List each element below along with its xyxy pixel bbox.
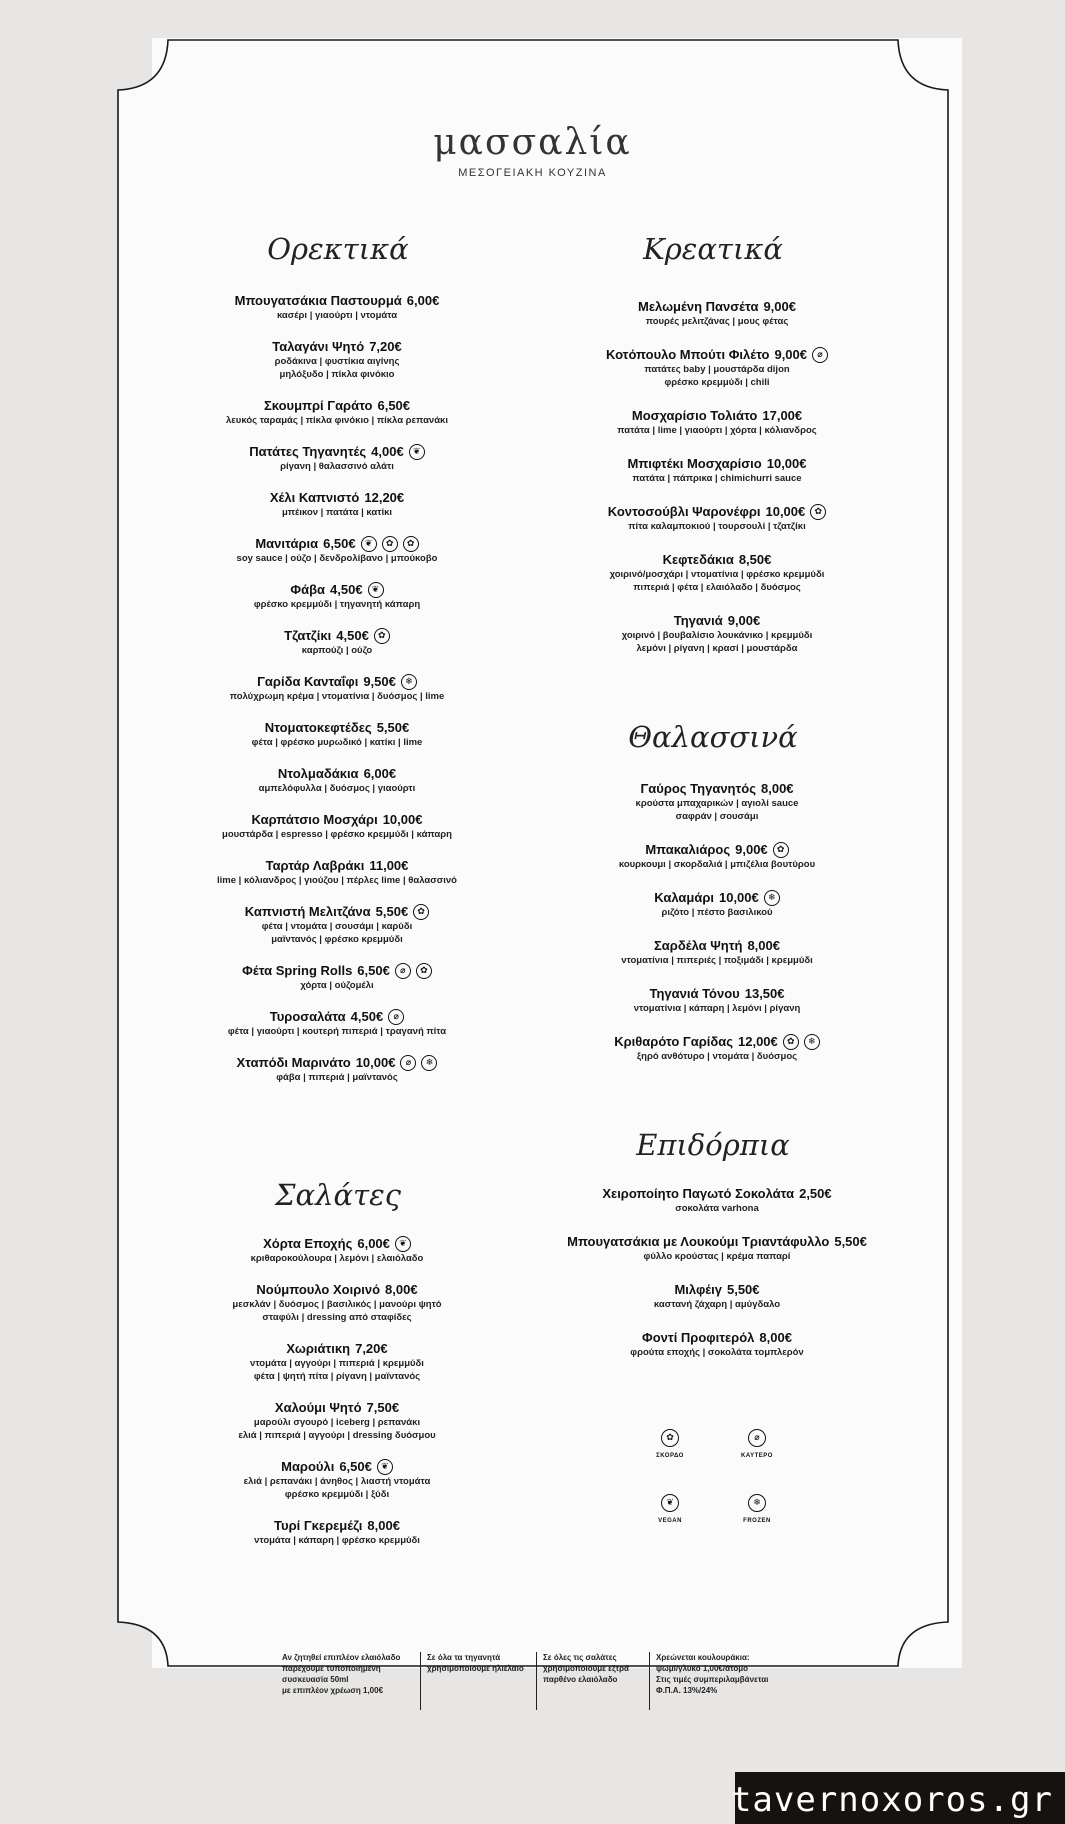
menu-item-description: μαρούλι σγουρό | iceberg | ρεπανάκι [253, 1417, 421, 1428]
menu-item-heading [157, 903, 517, 920]
menu-item-name: Καλαμάρι [654, 890, 714, 905]
section-title-seafood: Θαλασσινά [628, 720, 798, 754]
menu-item [157, 1281, 517, 1324]
menu-item-heading [157, 1517, 517, 1534]
menu-item-name: Καπνιστή Μελιτζάνα [244, 904, 371, 919]
menu-item-name: Μπουγατσάκια με Λουκούμι Τριαντάφυλλο [567, 1234, 830, 1249]
menu-item-name: Χέλι Καπνιστό [269, 490, 360, 505]
menu-item-name: Τζατζίκι [284, 628, 332, 643]
menu-item-name: Μπουγατσάκια Παστουρμά [234, 293, 402, 308]
chili-icon: ⌀ [812, 347, 828, 363]
menu-item-description: φέτα | γιαούρτι | κουτερή πιπεριά | τραγανή πίτα [227, 1026, 447, 1037]
footer-divider [420, 1652, 421, 1710]
menu-item-price: 10,00€ [718, 890, 759, 905]
menu-item-price: 9,00€ [727, 613, 761, 628]
garlic-icon: ✿ [783, 1034, 799, 1050]
menu-item-heading [157, 1054, 517, 1071]
menu-item-name: Χταπόδι Μαρινάτο [236, 1055, 351, 1070]
menu-item-description: σταφύλι | dressing από σταφίδες [262, 1312, 412, 1323]
menu-item [157, 581, 517, 611]
garlic-icon: ✿ [413, 904, 429, 920]
menu-item-price: 9,00€ [735, 842, 768, 857]
menu-item [537, 1281, 897, 1311]
menu-item [157, 962, 517, 992]
menu-item-heading [157, 1458, 517, 1475]
menu-item-price: 4,50€ [330, 582, 363, 597]
menu-item-description: κρούστα μπαχαρικών | αγιολί sauce [635, 798, 799, 809]
menu-item-heading [157, 489, 517, 506]
menu-item-price: 8,00€ [747, 938, 780, 953]
menu-item-name: Φέτα Spring Rolls [242, 963, 353, 978]
menu-item-name: Τυροσαλάτα [269, 1009, 346, 1024]
footer-note-charges: Χρεώνεται κουλουράκια: ψωμί/γλυκό 1,00€/άτομο Στις τιμές συμπεριλαμβάνεται Φ.Π.Α. 13%/24% [656, 1653, 769, 1695]
menu-item-description: φέτα | ντομάτα | σουσάμι | καρύδι [261, 921, 413, 932]
menu-item-heading [157, 719, 517, 736]
chili-icon: ⌀ [388, 1009, 404, 1025]
menu-item-price: 11,00€ [369, 858, 409, 873]
menu-item-description: φρέσκο κρεμμύδι | chili [664, 377, 770, 388]
legend-label: ΣΚΟΡΔΟ [656, 1452, 684, 1459]
menu-item-description: πατάτα | πάπρικα | chimichurri sauce [632, 473, 802, 484]
menu-item-price: 10,00€ [382, 812, 423, 827]
garlic-icon: ✿ [374, 628, 390, 644]
garlic-icon: ✿ [403, 536, 419, 552]
menu-item-description: ελιά | ρεπανάκι | άνηθος | λιαστή ντομάτα [243, 1476, 431, 1487]
menu-item-name: Σαρδέλα Ψητή [653, 938, 743, 953]
vegan-icon: ❦ [395, 1236, 411, 1252]
menu-item-name: Φάβα [290, 582, 326, 597]
menu-item-name: Τηγανιά [673, 613, 723, 628]
menu-item-description: ντομάτα | αγγούρι | πιπεριά | κρεμμύδι [250, 1358, 424, 1369]
menu-item-name: Χαλούμι Ψητό [274, 1400, 362, 1415]
menu-item-price: 17,00€ [762, 408, 803, 423]
menu-item-description: πιπεριά | φέτα | ελαιόλαδο | δυόσμος [633, 582, 801, 593]
frozen-icon: ❄ [764, 890, 780, 906]
menu-item-description: ριζότο | πέστο βασιλικού [661, 907, 773, 918]
menu-item-heading [157, 338, 517, 355]
menu-item-description: ελιά | πιπεριά | αγγούρι | dressing δυόσμου [238, 1430, 436, 1441]
menu-item-description: καστανή ζάχαρη | αμύγδαλο [653, 1299, 781, 1310]
menu-item-description: μουστάρδα | espresso | φρέσκο κρεμμύδι | κάπαρη [222, 829, 452, 840]
menu-item [537, 985, 897, 1015]
menu-item-name: Νούμπουλο Χοιρινό [256, 1282, 381, 1297]
menu-item-description: ντοματίνια | κάπαρη | λεμόνι | ρίγανη [633, 1003, 801, 1014]
menu-item-heading [537, 551, 897, 568]
menu-item-price: 12,20€ [364, 490, 405, 505]
menu-item-heading [537, 455, 897, 472]
menu-item [157, 719, 517, 749]
garlic-icon: ✿ [810, 504, 826, 520]
menu-item-description: ντοματίνια | πιπεριές | ποξιμάδι | κρεμμύδι [621, 955, 813, 966]
legend-item [727, 1492, 787, 1524]
menu-item-price: 6,50€ [377, 398, 411, 413]
menu-item-price: 8,50€ [738, 552, 772, 567]
vegan-icon: ❦ [409, 444, 425, 460]
menu-item-heading [537, 985, 897, 1002]
menu-item-name: Μαρούλι [281, 1459, 335, 1474]
menu-item-description: κουρκουμι | σκορδαλιά | μπιζέλια βουτύρου [618, 859, 816, 870]
section-title-desserts: Επιδόρπια [636, 1128, 790, 1162]
footer-divider [649, 1652, 650, 1710]
menu-item [537, 1185, 897, 1215]
menu-item-description: φέτα | ψητή πίτα | ρίγανη | μαϊντανός [253, 1371, 421, 1382]
menu-item-description: πατάτα | lime | γιαούρτι | χόρτα | κόλιανδρος [617, 425, 817, 436]
menu-item-heading [157, 673, 517, 690]
menu-item-name: Πατάτες Τηγανητές [249, 444, 367, 459]
menu-item-name: Ταλαγάνι Ψητό [272, 339, 365, 354]
menu-item-price: 6,50€ [357, 963, 390, 978]
menu-item [157, 811, 517, 841]
chili-icon: ⌀ [748, 1429, 766, 1447]
menu-item-heading [157, 811, 517, 828]
menu-item [537, 1233, 897, 1263]
menu-item [157, 489, 517, 519]
menu-item-name: Κριθαρότο Γαρίδας [614, 1034, 733, 1049]
menu-item-price: 7,20€ [369, 339, 402, 354]
menu-item-price: 8,00€ [761, 781, 794, 796]
menu-item-heading [157, 397, 517, 414]
menu-item-heading [157, 962, 517, 979]
menu-item-description: πίτα καλαμποκιού | τουρσουλί | τζατζίκι [628, 521, 806, 532]
menu-item-name: Φοντί Προφιτερόλ [642, 1330, 755, 1345]
menu-item-name: Χόρτα Εποχής [263, 1236, 353, 1251]
menu-item-price: 10,00€ [355, 1055, 396, 1070]
menu-item-description: ρίγανη | θαλασσινό αλάτι [280, 461, 394, 472]
menu-item-heading [537, 407, 897, 424]
menu-item-description: soy sauce | ούζο | δενδρολίβανο | μπούκοβο [236, 553, 438, 564]
menu-item-heading [537, 841, 897, 858]
section-title-salads: Σαλάτες [275, 1178, 401, 1212]
vegan-icon: ❦ [377, 1459, 393, 1475]
menu-item-name: Μελωμένη Πανσέτα [638, 299, 759, 314]
menu-item-description: lime | κόλιανδρος | γιούζου | πέρλες lime | θαλασσινό [217, 875, 457, 886]
menu-item [157, 765, 517, 795]
menu-item-price: 2,50€ [799, 1186, 832, 1201]
menu-item-price: 13,50€ [744, 986, 785, 1001]
menu-item-price: 9,50€ [363, 674, 396, 689]
menu-item-name: Κεφτεδάκια [662, 552, 734, 567]
menu-item [157, 535, 517, 565]
vegan-icon: ❦ [361, 536, 377, 552]
menu-item [157, 1340, 517, 1383]
vegan-icon: ❦ [368, 582, 384, 598]
menu-item-price: 5,50€ [376, 720, 410, 735]
menu-item-name: Ντοματοκεφτέδες [264, 720, 372, 735]
menu-item [157, 1235, 517, 1265]
menu-item-name: Μανιτάρια [255, 536, 319, 551]
menu-item-description: λευκός ταραμάς | πίκλα φινόκιο | πίκλα ρεπανάκι [226, 415, 448, 426]
menu-item-heading [537, 780, 897, 797]
menu-item-heading [537, 1233, 897, 1250]
menu-item-description: κριθαροκούλουρα | λεμόνι | ελαιόλαδο [250, 1253, 424, 1264]
menu-item-price: 8,00€ [367, 1518, 400, 1533]
footer-note-salads: Σε όλες τις σαλάτες χρησιμοποιούμε εξτρά παρθένο ελαιόλαδο [543, 1653, 629, 1684]
menu-item [157, 1008, 517, 1038]
menu-item-name: Μιλφέιγ [674, 1282, 722, 1297]
menu-item-price: 12,00€ [738, 1034, 778, 1049]
menu-item-price: 6,00€ [406, 293, 440, 308]
menu-item-price: 10,00€ [766, 456, 807, 471]
menu-item-description: φρέσκο κρεμμύδι | ξύδι [284, 1489, 390, 1500]
menu-item-description: ντομάτα | κάπαρη | φρέσκο κρεμμύδι [254, 1535, 420, 1546]
menu-item-name: Γαύρος Τηγανητός [640, 781, 756, 796]
menu-item-price: 4,50€ [350, 1009, 384, 1024]
menu-item [157, 1399, 517, 1442]
section-title-appetizers: Ορεκτικά [267, 232, 409, 266]
menu-item-price: 8,00€ [385, 1282, 418, 1297]
menu-item-price: 4,50€ [336, 628, 369, 643]
menu-item [157, 1054, 517, 1084]
frozen-icon: ❄ [421, 1055, 437, 1071]
menu-item-price: 5,50€ [726, 1282, 760, 1297]
menu-item-heading [537, 889, 897, 906]
menu-item-description: ξηρό ανθότυρο | ντομάτα | δυόσμος [636, 1051, 798, 1062]
menu-item-description: μεσκλάν | δυόσμος | βασιλικός | μανούρι ψητό [232, 1299, 442, 1310]
menu-item [537, 346, 897, 389]
menu-item-description: πουρές μελιτζάνας | μους φέτας [645, 316, 789, 327]
menu-item [537, 407, 897, 437]
menu-item [537, 889, 897, 919]
menu-item-heading [537, 298, 897, 315]
menu-item-description: μηλόξυδο | πίκλα φινόκιο [279, 369, 395, 380]
menu-item-heading [157, 1281, 517, 1298]
menu-item [537, 503, 897, 533]
menu-item-description: κασέρι | γιαούρτι | ντομάτα [276, 310, 398, 321]
menu-item-price: 6,50€ [339, 1459, 372, 1474]
menu-item [157, 292, 517, 322]
menu-item [537, 1033, 897, 1063]
menu-item-heading [157, 1340, 517, 1357]
menu-item-price: 6,50€ [323, 536, 356, 551]
chili-icon: ⌀ [400, 1055, 416, 1071]
menu-item-description: ροδάκινα | φυστίκια αιγίνης [274, 356, 400, 367]
menu-item [157, 673, 517, 703]
menu-item-heading [157, 535, 517, 552]
chili-icon: ⌀ [395, 963, 411, 979]
menu-item-description: χοιρινό | βουβαλίσιο λουκάνικο | κρεμμύδι [621, 630, 813, 641]
garlic-icon: ✿ [416, 963, 432, 979]
garlic-icon: ✿ [661, 1429, 679, 1447]
legend-item [640, 1492, 700, 1524]
legend-item [640, 1427, 700, 1459]
menu-item-price: 6,00€ [357, 1236, 390, 1251]
menu-item [537, 780, 897, 823]
menu-item-description: φρέσκο κρεμμύδι | τηγανητή κάπαρη [253, 599, 421, 610]
menu-item-description: αμπελόφυλλα | δυόσμος | γιαούρτι [258, 783, 416, 794]
menu-item [537, 612, 897, 655]
menu-item [537, 937, 897, 967]
menu-item-heading [157, 1008, 517, 1025]
menu-item [537, 455, 897, 485]
menu-item-heading [537, 1185, 897, 1202]
menu-item-heading [537, 1329, 897, 1346]
menu-item [157, 857, 517, 887]
menu-item [157, 1517, 517, 1547]
menu-item-heading [537, 346, 897, 363]
menu-item [157, 1458, 517, 1501]
garlic-icon: ✿ [773, 842, 789, 858]
menu-item-price: 5,50€ [375, 904, 409, 919]
menu-item-price: 8,00€ [759, 1330, 792, 1345]
menu-item-name: Ταρτάρ Λαβράκι [265, 858, 365, 873]
brand-subtitle: ΜΕΣΟΓΕΙΑΚΗ ΚΟΥΖΙΝΑ [458, 167, 607, 179]
menu-item-description: φέτα | φρέσκο μυρωδικό | κατίκι | lime [251, 737, 423, 748]
watermark-text: tavernoxoros.gr [730, 1780, 1053, 1820]
menu-item-name: Μπιφτέκι Μοσχαρίσιο [627, 456, 762, 471]
menu-item-heading [157, 857, 517, 874]
menu-item-name: Κοτόπουλο Μπούτι Φιλέτο [605, 347, 770, 362]
legend-label: VEGAN [658, 1517, 682, 1524]
menu-item-price: 7,20€ [355, 1341, 388, 1356]
menu-item-price: 10,00€ [765, 504, 806, 519]
menu-item [157, 903, 517, 946]
menu-item-description: φύλλο κρούστας | κρέμα παπαρί [643, 1251, 791, 1262]
menu-item-heading [157, 1399, 517, 1416]
menu-item-description: πατάτες baby | μουστάρδα dijon [644, 364, 790, 375]
menu-item-heading [537, 612, 897, 629]
frozen-icon: ❄ [804, 1034, 820, 1050]
menu-item-price: 9,00€ [763, 299, 796, 314]
garlic-icon: ✿ [382, 536, 398, 552]
menu-item-price: 5,50€ [834, 1234, 867, 1249]
menu-item-name: Κοντοσούβλι Ψαρονέφρι [607, 504, 761, 519]
brand-logo: μασσαλία [433, 122, 632, 163]
menu-item-heading [537, 1281, 897, 1298]
menu-item-heading [537, 503, 897, 520]
vegan-icon: ❦ [661, 1494, 679, 1512]
menu-item-heading [157, 627, 517, 644]
frozen-icon: ❄ [748, 1494, 766, 1512]
menu-item-name: Χωριάτικη [286, 1341, 351, 1356]
footer-note-fried: Σε όλα τα τηγανητά χρησιμοποιούμε ηλιέλαιο [427, 1653, 524, 1673]
menu-item-description: καρπούζι | ούζο [301, 645, 373, 656]
menu-item [537, 298, 897, 328]
menu-item-name: Σκουμπρί Γαράτο [263, 398, 373, 413]
menu-item-description: φρούτα εποχής | σοκολάτα τομπλερόν [630, 1347, 804, 1358]
menu-item-price: 6,00€ [363, 766, 397, 781]
menu-item-price: 7,50€ [366, 1400, 400, 1415]
menu-item [537, 1329, 897, 1359]
menu-item-name: Μπακαλιάρος [645, 842, 731, 857]
menu-item-description: χοιρινό/μοσχάρι | ντοματίνια | φρέσκο κρεμμύδι [609, 569, 825, 580]
footer-note-olive-oil: Αν ζητηθεί επιπλέον ελαιόλαδο παρέχουμε τυποποιημένη συσκευασία 50ml με επιπλέον χρέωση 1,00€ [282, 1653, 401, 1695]
menu-item [537, 841, 897, 871]
menu-item-name: Τυρί Γκερεμέζι [274, 1518, 363, 1533]
menu-item-heading [157, 292, 517, 309]
menu-item-description: πολύχρωμη κρέμα | ντοματίνια | δυόσμος | lime [229, 691, 445, 702]
frozen-icon: ❄ [401, 674, 417, 690]
menu-item-name: Χειροποίητο Παγωτό Σοκολάτα [602, 1186, 795, 1201]
section-title-meats: Κρεατικά [643, 232, 783, 266]
menu-item-name: Καρπάτσιο Μοσχάρι [251, 812, 378, 827]
menu-item-heading [537, 1033, 897, 1050]
menu-item-description: σοκολάτα varhona [675, 1203, 759, 1214]
menu-item-heading [537, 937, 897, 954]
menu-item-heading [157, 765, 517, 782]
menu-item-name: Γαρίδα Κανταΐφι [257, 674, 359, 689]
menu-item-description: σαφράν | σουσάμι [675, 811, 759, 822]
menu-item [157, 397, 517, 427]
menu-item [537, 551, 897, 594]
legend-item [727, 1427, 787, 1459]
footer-divider [536, 1652, 537, 1710]
menu-item-heading [157, 443, 517, 460]
menu-item-description: μπέικον | πατάτα | κατίκι [281, 507, 393, 518]
menu-item-heading [157, 1235, 517, 1252]
menu-item-name: Μοσχαρίσιο Τολιάτο [631, 408, 758, 423]
legend-label: FROZEN [743, 1517, 771, 1524]
legend-label: ΚΑΥΤΕΡΟ [741, 1452, 773, 1459]
menu-item-description: μαϊντανός | φρέσκο κρεμμύδι [271, 934, 403, 945]
menu-item-price: 9,00€ [774, 347, 808, 362]
menu-item-name: Ντολμαδάκια [277, 766, 359, 781]
menu-item-price: 4,00€ [371, 444, 404, 459]
menu-item [157, 338, 517, 381]
menu-item-name: Τηγανιά Τόνου [649, 986, 740, 1001]
menu-item [157, 627, 517, 657]
menu-item-description: λεμόνι | ρίγανη | κρασί | μουστάρδα [636, 643, 798, 654]
menu-item-heading [157, 581, 517, 598]
menu-item-description: χόρτα | ούζομέλι [300, 980, 374, 991]
menu-item-description: φάβα | πιπεριά | μαϊντανός [276, 1072, 398, 1083]
menu-item [157, 443, 517, 473]
